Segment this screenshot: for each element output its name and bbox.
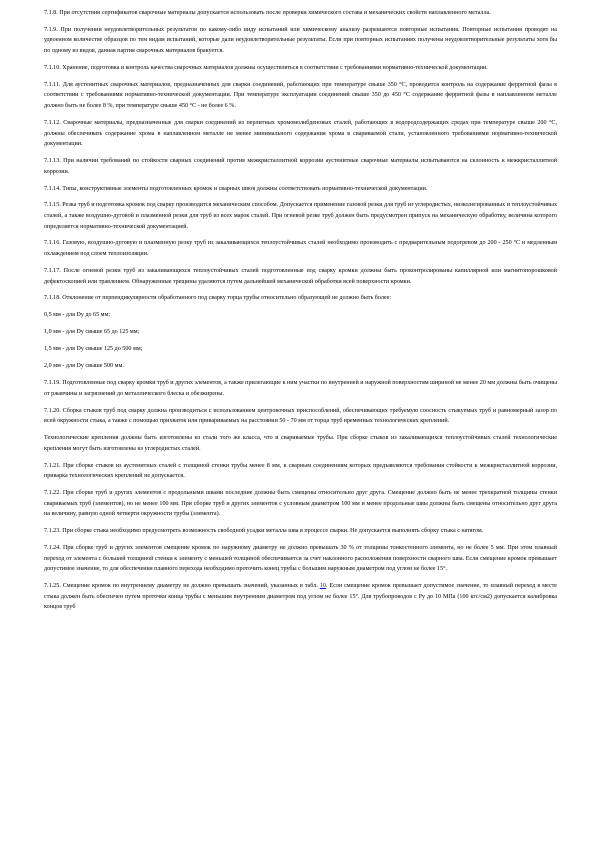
paragraph-7-1-15: 7.1.15. Резка труб и подготовка кромок под сварку производится механическим способом. Допускается применение газовой резки для труб из углеродистых, низколегированных и теплоустойчивых сталей, а также воздушно-дуговой и плазменной резки для труб из всех марок сталей. При огневой резке труб должен быть предусмотрен припуск на механическую обработку, величина которого определяется нормативно-технической документацией. — [44, 202, 557, 230]
paragraph-7-1-24: 7.1.24. При сборке труб и других элементов смещение кромок по наружному диаметру не должно превышать 30 % от толщины тонкостенного элемента, но не более 5 мм. При этом плавный переход от элемента с большей толщиной стенки к элементу с меньшей толщиной обеспечивается за счет наклонного расположения поверхности сварного шва. Если смещение кромок превышает допустимое значение, то для обеспечения плавного перехода необходимо проточить конец трубы с большим наружным диаметром под углом не более 15°. — [44, 545, 557, 573]
paragraph-7-1-25-text-after: . Если смещение кромок превышает допустимое значение, то плавный переход в месте стыка должен быть обеспечен путем проточки конца трубы с меньшим внутренним диаметром под углом не более 15°. Для трубопроводов с Py до 10 МПа (100 кгс/см2) допускается калибровка концов труб — [44, 583, 557, 611]
deviation-item-1: 0,5 мм - для Dy до 65 мм; — [44, 312, 111, 319]
paragraph-7-1-17: 7.1.17. После огневой резки труб из закаливающихся теплоустойчивых сталей подготовленные под сварку кромки должны быть проконтролированы капиллярной или магнитопорошковой дефектоскопией или травлением. Обнаруженные трещины удаляются путем дальнейшей механической обработки всей поверхности кромки. — [44, 267, 557, 285]
paragraph-7-1-22: 7.1.22. При сборке труб и других элементов с продольными швами последние должны быть смещены относительно друг друга. Смещение должно быть не менее трехкратной толщины стенки свариваемых труб (элементов), но не менее 100 мм. При сборке труб и других элементов с условным диаметром 100 мм и менее продольные швы должны быть смещены относительно друг друга на величину, равную одной четверти окружности трубы (элемента). — [44, 490, 557, 518]
deviation-item-4: 2,0 мм - для Dy свыше 500 мм. — [44, 363, 124, 370]
document-page — [44, 8, 557, 619]
paragraph-7-1-8: 7.1.8. При отсутствии сертификатов сварочные материалы допускается использовать после проверки химического состава и механических свойств наплавленного металла. — [44, 10, 491, 16]
paragraph-7-1-11: 7.1.11. Для аустенитных сварочных материалов, предназначенных для сварки соединений, работающих при температуре свыше 350 °С, проводится контроль на содержание ферритной фазы в соответствии с требованиями нормативно-технической документации. При температуре эксплуатации соединений свыше 350 до 450 °С содержание ферритной фазы в наплавленном металле должно быть не более 8 %, при температуре свыше 450 °С - не более 6 %. — [44, 81, 557, 110]
paragraph-7-1-10: 7.1.10. Хранение, подготовка и контроль качества сварочных материалов должны осуществляться в соответствии с требованиями нормативно-технической документации. — [44, 64, 488, 71]
paragraph-7-1-16: 7.1.16. Газовую, воздушно-дуговую и плазменную резку труб из закаливающихся теплоустойчивых сталей необходимо производить с предварительным подогревом до 200 - 250 °С и медленным охлаждением под слоем теплоизоляции. — [44, 240, 557, 258]
paragraph-7-1-25 — [44, 581, 557, 613]
table-10-link[interactable]: 10 — [319, 583, 326, 590]
paragraph-7-1-25-text-before: 7.1.25. Смещение кромок по внутреннему диаметру не должно превышать значений, указанных в табл. — [44, 583, 320, 590]
paragraph-7-1-9: 7.1.9. При получении неудовлетворительных результатов по какому-либо виду испытаний или химическому анализу разрешаются повторные испытания. Повторные испытания проводят на удвоенном количестве образцов по тем видам испытаний, которые дали неудовлетворительные результаты. Если при повторных испытаниях получены неудовлетворительные результаты хотя бы по одному из видов, данная партия сварочных материалов бракуется. — [44, 26, 557, 55]
paragraph-7-1-19: 7.1.19. Подготовленные под сварку кромки труб и других элементов, а также прилегающие к ним участки по внутренней и наружной поверхностям шириной не менее 20 мм должны быть очищены от ржавчины и загрязнений до металлического блеска и обезжирены. — [44, 380, 557, 397]
paragraph-7-1-23: 7.1.23. При сборке стыка необходимо предусмотреть возможность свободной усадки металла шва в процессе сварки. Не допускается выполнять сборку стыка с натягом. — [44, 528, 484, 535]
paragraph-7-1-18: 7.1.18. Отклонение от перпендикулярности обработанного под сварку торца трубы относительно образующей не должно быть более: — [44, 295, 391, 302]
paragraph-tech-fastenings: Технологические крепления должны быть изготовлены из стали того же класса, что и свариваемые трубы. При сборке стыков из закаливающихся теплоустойчивых сталей технологические крепления могут быть изготовлены из углеродистых сталей. — [44, 435, 557, 452]
paragraph-7-1-12: 7.1.12. Сварочные материалы, предназначенные для сварки соединений из перлитных хромомолибденовых сталей, работающих в водородсодержащих средах при температуре свыше 200 °С, должны обеспечивать содержание хрома в наплавленном металле не менее минимального содержания хрома в свариваемой стали, установленного требованиями нормативно-технической документации. — [44, 119, 557, 148]
paragraph-7-1-13: 7.1.13. При наличии требований по стойкости сварных соединений против межкристаллитной коррозии аустенитные сварочные материалы испытываются на склонность к межкристаллитной коррозии. — [44, 158, 557, 175]
deviation-item-2: 1,0 мм - для Dy свыше 65 до 125 мм; — [44, 329, 140, 336]
paragraph-7-1-14: 7.1.14. Типы, конструктивные элементы подготовленных кромок и сварных швов должны соответствовать нормативно-технической документации. — [44, 185, 428, 192]
deviation-item-3: 1,5 мм - для Dy свыше 125 до 500 мм; — [44, 346, 143, 353]
paragraph-7-1-21: 7.1.21. При сборке стыков из аустенитных сталей с толщиной стенки трубы менее 8 мм, к сварным соединениям которых предъявляются требования стойкости к межкристаллитной коррозии, приварка технологических креплений не допускается. — [44, 462, 557, 480]
paragraph-7-1-20: 7.1.20. Сборка стыков труб под сварку должна производиться с использованием центровочных приспособлений, обеспечивающих требуемую соосность стыкуемых труб и равномерный зазор по всей окружности стыка, а также с помощью прихваток или привариваемых на расстоянии 50 - 70 мм от торца труб временных технологических креплений. — [44, 407, 557, 425]
